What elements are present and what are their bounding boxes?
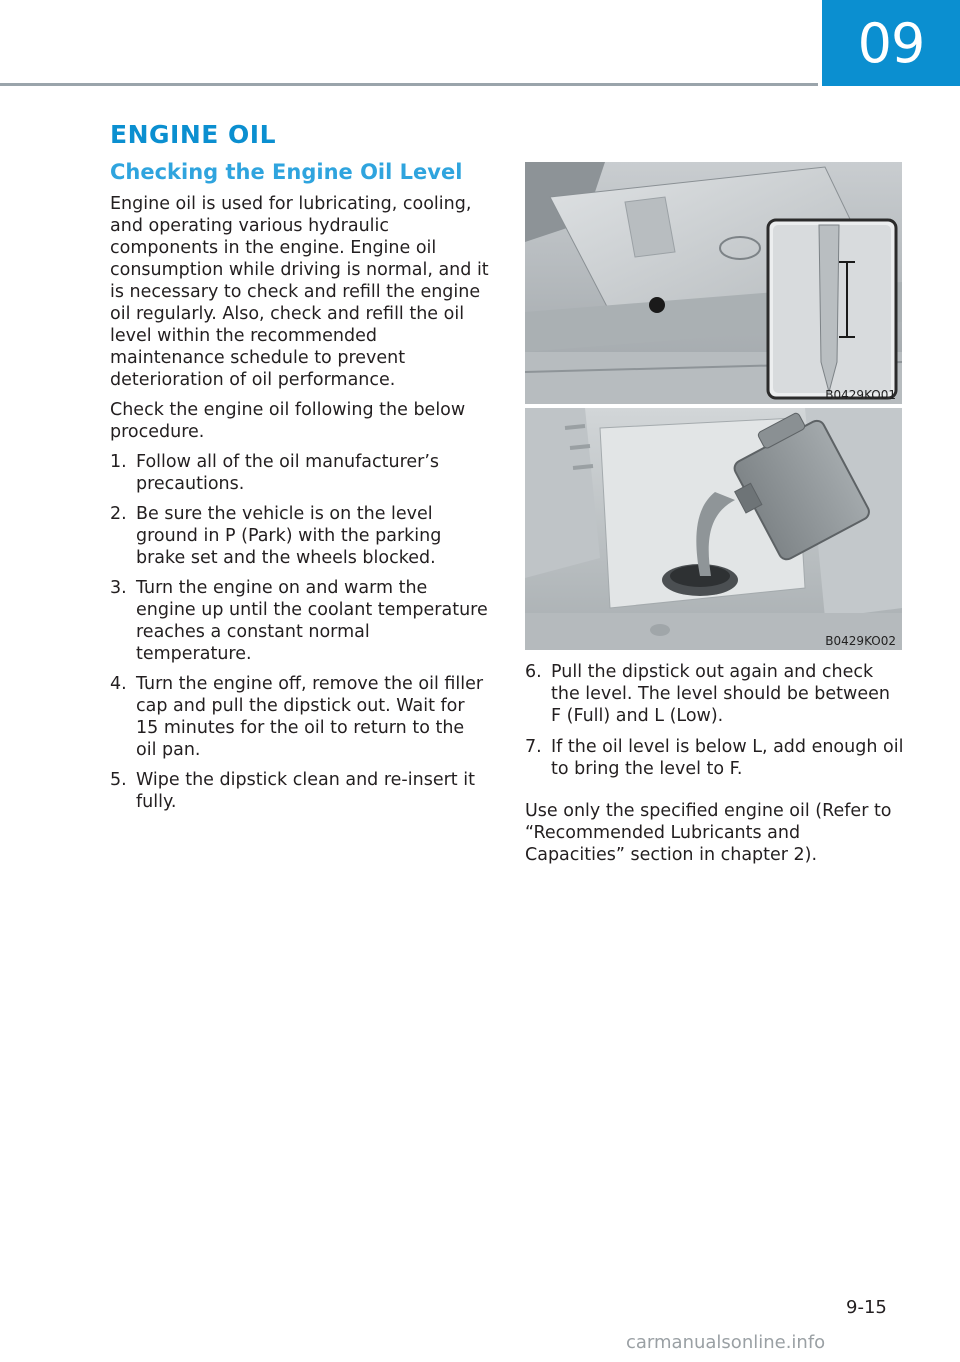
- step-number: 3.: [110, 578, 127, 598]
- step-number: 7.: [525, 737, 542, 757]
- step-number: 2.: [110, 504, 127, 524]
- list-item: [525, 736, 905, 780]
- list-item: [110, 503, 490, 569]
- chapter-number-tab: 09: [822, 0, 960, 86]
- list-item: [110, 673, 490, 761]
- subsection-title: Checking the Engine Oil Level: [110, 160, 463, 184]
- step-number: 5.: [110, 770, 127, 790]
- oil-specification-note: Use only the specified engine oil (Refer to “Recommended Lubricants and Capacities” section in chapter 2).: [525, 801, 892, 865]
- step-number: 4.: [110, 674, 127, 694]
- figure-code: B0429KO02: [825, 634, 896, 648]
- step-number: 6.: [525, 662, 542, 682]
- step-text: Pull the dipstick out again and check the level. The level should be between F (Full) and L (Low).: [551, 662, 890, 726]
- list-item: [110, 451, 490, 495]
- step-text: Turn the engine off, remove the oil filler cap and pull the dipstick out. Wait for 15 minutes for the oil to return to the oil pan.: [136, 674, 484, 760]
- intro-paragraph: Engine oil is used for lubricating, cooling, and operating various hydraulic components in the engine. Engine oil consumption while driving is normal, and it is necessary to check and refill the engine oil regularly. Also, check and refill the oil level within the recommended maintenance schedule to prevent deterioration of oil performance.: [110, 194, 489, 390]
- header-rule: [0, 83, 818, 86]
- left-column: [110, 193, 490, 821]
- dipstick-illustration: [525, 162, 902, 404]
- list-item: [525, 661, 905, 727]
- oil-pouring-drawing: [525, 408, 902, 650]
- list-item: [110, 769, 490, 813]
- procedure-lead-in: Check the engine oil following the below procedure.: [110, 400, 466, 442]
- section-title: ENGINE OIL: [110, 120, 277, 149]
- step-text: If the oil level is below L, add enough oil to bring the level to F.: [551, 737, 904, 779]
- right-column: [525, 661, 905, 866]
- figure-code: B0429KO01: [825, 388, 896, 402]
- step-text: Follow all of the oil manufacturer’s precautions.: [136, 452, 440, 494]
- watermark: carmanualsonline.info: [626, 1332, 826, 1353]
- list-item: [110, 577, 490, 665]
- step-text: Wipe the dipstick clean and re-insert it fully.: [136, 770, 475, 812]
- engine-bay-dipstick-drawing: [525, 162, 902, 404]
- procedure-steps-right: [525, 661, 905, 780]
- step-number: 1.: [110, 452, 127, 472]
- step-text: Turn the engine on and warm the engine up until the coolant temperature reaches a constant normal temperature.: [136, 578, 488, 664]
- page-number: 9-15: [846, 1297, 887, 1318]
- oil-refill-illustration: [525, 408, 902, 650]
- step-text: Be sure the vehicle is on the level ground in P (Park) with the parking brake set and the wheels blocked.: [136, 504, 442, 568]
- procedure-steps-left: [110, 451, 490, 813]
